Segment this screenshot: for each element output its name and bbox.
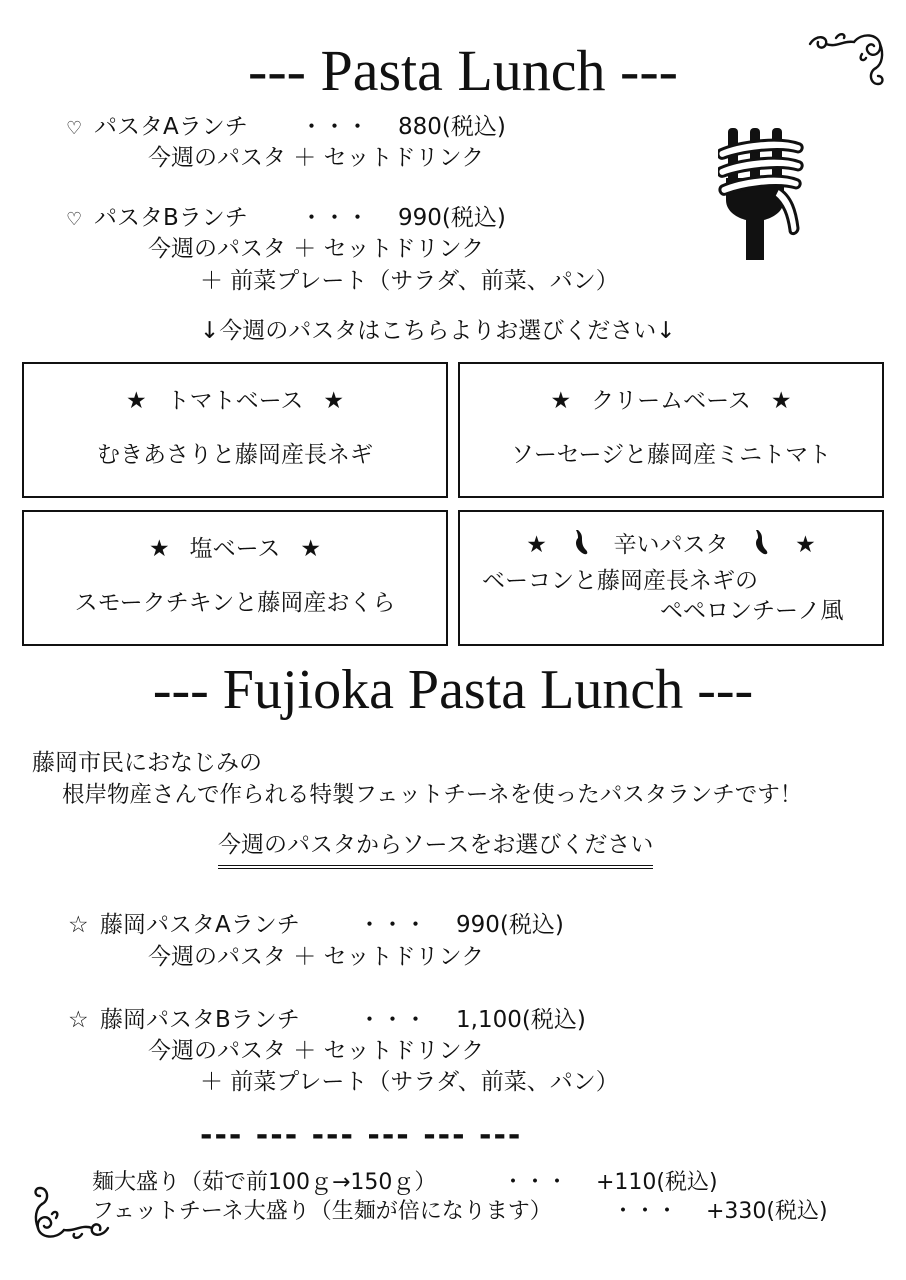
sauce-head: [460, 382, 882, 415]
star-mark: ★: [795, 532, 816, 558]
star-mark: ★: [550, 388, 572, 414]
fujioka-b-lunch-extra: ＋ 前菜プレート（サラダ、前菜、パン）: [200, 1069, 619, 1095]
star-outline-mark: ☆: [68, 1007, 89, 1033]
sauce-head: [24, 530, 446, 563]
fujioka-intro-line1: 藤岡市民におなじみの: [32, 750, 262, 776]
star-mark: ★: [323, 388, 345, 414]
option-noodle-large: [92, 1172, 718, 1194]
sauce-box-cream: [458, 362, 884, 498]
pasta-b-lunch-line: [66, 207, 506, 230]
sauce-desc-line2: ペペロンチーノ風: [660, 598, 844, 624]
star-mark: ★: [300, 536, 322, 562]
fujioka-a-lunch-price: 990(税込): [456, 912, 564, 938]
pasta-a-lunch-price: 880(税込): [398, 114, 506, 140]
option-label: 麺大盛り（茹で前100ｇ→150ｇ）: [92, 1170, 437, 1195]
fujioka-b-lunch-line: [68, 1009, 586, 1032]
fujioka-choose-note: 今週のパスタからソースをお選びください: [218, 834, 653, 869]
pasta-b-lunch-extra: ＋ 前菜プレート（サラダ、前菜、パン）: [200, 268, 619, 294]
star-mark: ★: [770, 388, 792, 414]
sauce-box-tomato: [22, 362, 448, 498]
pasta-b-lunch-name: パスタBランチ: [94, 205, 248, 231]
sauce-head: [24, 382, 446, 415]
pasta-lunch-title: --- Pasta Lunch ---: [248, 38, 678, 103]
fujioka-b-lunch-name: 藤岡パスタBランチ: [100, 1007, 300, 1033]
sauce-name: トマトベース: [166, 388, 304, 414]
pasta-a-lunch-line: [66, 116, 506, 139]
fujioka-b-lunch-price: 1,100(税込): [456, 1007, 586, 1033]
fujioka-b-lunch-desc: 今週のパスタ ＋ セットドリンク: [148, 1038, 485, 1064]
sauce-desc: むきあさりと藤岡産長ネギ: [97, 442, 373, 468]
heart-mark: ♡: [66, 209, 83, 230]
sauce-desc-line1: ベーコンと藤岡産長ネギの: [482, 568, 758, 594]
fujioka-a-lunch-desc: 今週のパスタ ＋ セットドリンク: [148, 944, 485, 970]
sauce-desc: スモークチキンと藤岡産おくら: [74, 590, 396, 616]
sauce-head: [460, 526, 882, 559]
leader-dots: ・・・: [300, 205, 369, 231]
chili-pepper-icon: [570, 528, 592, 556]
leader-dots: ・・・: [300, 114, 369, 140]
heart-mark: ♡: [66, 118, 83, 139]
option-price: +330(税込): [706, 1199, 828, 1224]
leader-dots: ・・・: [358, 1007, 427, 1033]
star-mark: ★: [526, 532, 547, 558]
pasta-b-lunch-price: 990(税込): [398, 205, 506, 231]
sauce-name: 辛いパスタ: [613, 532, 729, 558]
leader-dots: ・・・: [502, 1170, 569, 1195]
option-fettuccine-large: [92, 1201, 828, 1223]
fujioka-pasta-lunch-title: --- Fujioka Pasta Lunch ---: [152, 659, 754, 721]
pasta-a-lunch-desc: 今週のパスタ ＋ セットドリンク: [148, 145, 485, 171]
leader-dots: ・・・: [612, 1199, 679, 1224]
star-mark: ★: [148, 536, 170, 562]
leader-dots: ・・・: [358, 912, 427, 938]
pasta-b-lunch-desc: 今週のパスタ ＋ セットドリンク: [148, 236, 485, 262]
option-label: フェットチーネ大盛り（生麺が倍になります）: [92, 1199, 552, 1224]
sauce-name: 塩ベース: [189, 536, 281, 562]
sauce-box-spicy: [458, 510, 884, 646]
fujioka-a-lunch-line: [68, 914, 564, 937]
sauce-name: クリームベース: [591, 388, 751, 414]
swirl-ornament-icon: [30, 1180, 112, 1242]
chili-pepper-icon: [750, 528, 772, 556]
star-outline-mark: ☆: [68, 912, 89, 938]
fujioka-a-lunch-name: 藤岡パスタAランチ: [100, 912, 300, 938]
fork-with-pasta-icon: [718, 128, 808, 262]
dash-divider: --- --- --- --- --- ---: [200, 1118, 523, 1153]
sauce-desc: ソーセージと藤岡産ミニトマト: [510, 442, 832, 468]
pasta-a-lunch-name: パスタAランチ: [94, 114, 248, 140]
sauce-box-salt: [22, 510, 448, 646]
choose-pasta-note: ↓今週のパスタはこちらよりお選びください↓: [200, 318, 676, 344]
option-price: +110(税込): [596, 1170, 718, 1195]
fujioka-intro-line2: 根岸物産さんで作られる特製フェットチーネを使ったパスタランチです！: [62, 782, 803, 808]
star-mark: ★: [125, 388, 147, 414]
